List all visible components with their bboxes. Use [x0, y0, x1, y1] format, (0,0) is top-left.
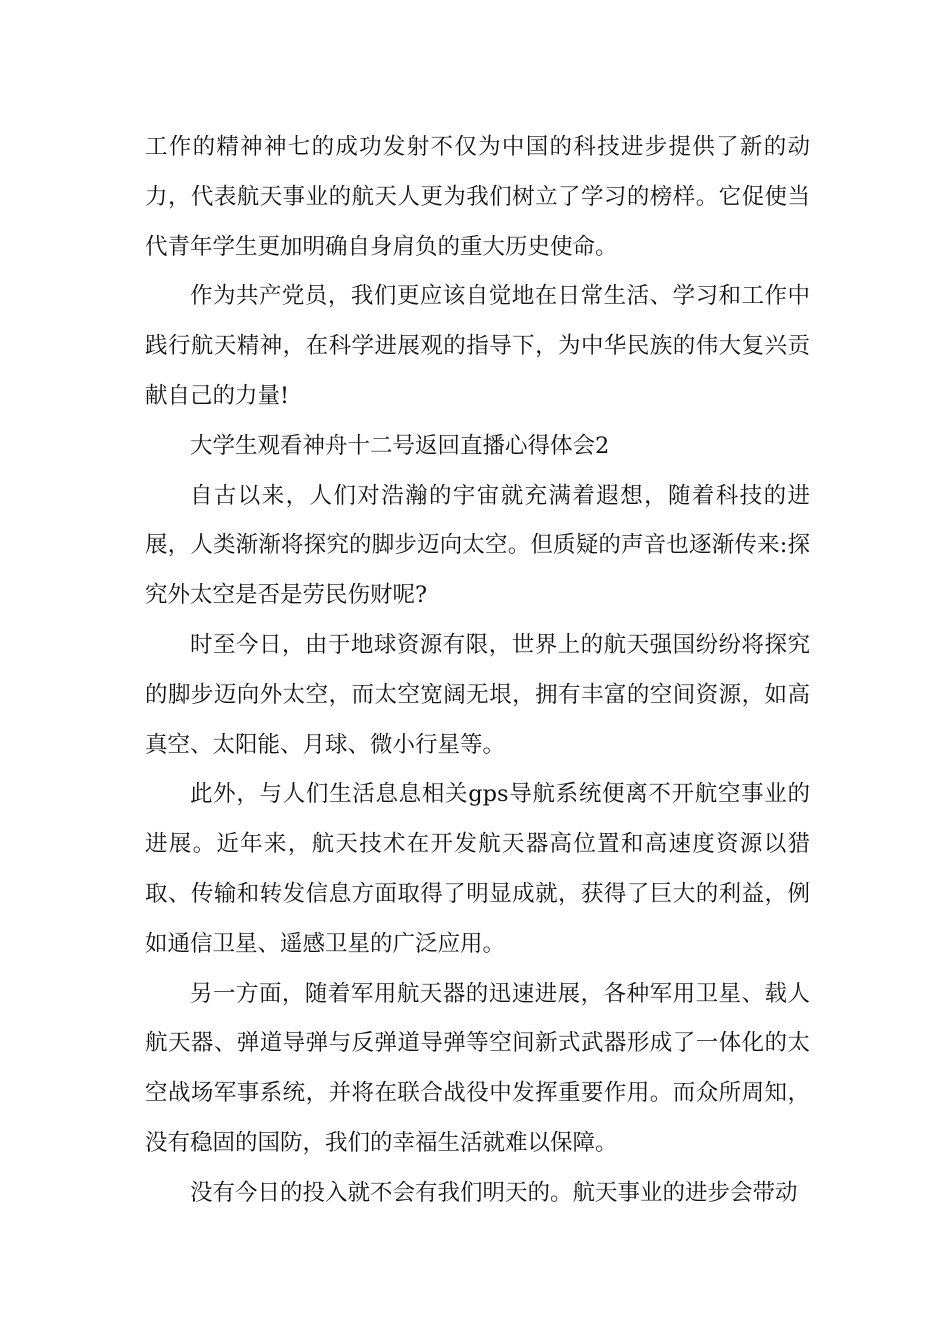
paragraph-6: 另一方面，随着军用航天器的迅速进展，各种军用卫星、载人航天器、弹道导弹与反弹道导弹等空间新式武器形成了一体化的太空战场军事系统，并将在联合战役中发挥重要作用。而众所周知，没有稳固的国防，我们的幸福生活就难以保障。 [145, 980, 810, 1156]
paragraph-7: 没有今日的投入就不会有我们明天的。航天事业的进步会带动 [190, 1179, 798, 1206]
paragraph-3: 自古以来，人们对浩瀚的宇宙就充满着遐想，随着科技的进展，人类渐渐将探究的脚步迈向太空。但质疑的声音也逐渐传来:探究外太空是否是劳民伤财呢? [145, 482, 810, 609]
section-heading: 大学生观看神舟十二号返回直播心得体会2 [190, 432, 610, 459]
paragraph-2: 作为共产党员，我们更应该自觉地在日常生活、学习和工作中践行航天精神，在科学进展观的指导下，为中华民族的伟大复兴贡献自己的力量! [145, 283, 810, 409]
paragraph-1: 工作的精神神七的成功发射不仅为中国的科技进步提供了新的动力，代表航天事业的航天人更为我们树立了学习的榜样。它促使当代青年学生更加明确自身肩负的重大历史使命。 [145, 134, 810, 260]
paragraph-5: 此外，与人们生活息息相关gps导航系统便离不开航空事业的进展。近年来，航天技术在开发航天器高位置和高速度资源以猎取、传输和转发信息方面取得了明显成就，获得了巨大的利益，例如通信卫星、遥感卫星的广泛应用。 [145, 781, 810, 957]
paragraph-4: 时至今日，由于地球资源有限，世界上的航天强国纷纷将探究的脚步迈向外太空，而太空宽阔无垠，拥有丰富的空间资源，如高真空、太阳能、月球、微小行星等。 [145, 631, 810, 758]
document-body [145, 123, 810, 1219]
